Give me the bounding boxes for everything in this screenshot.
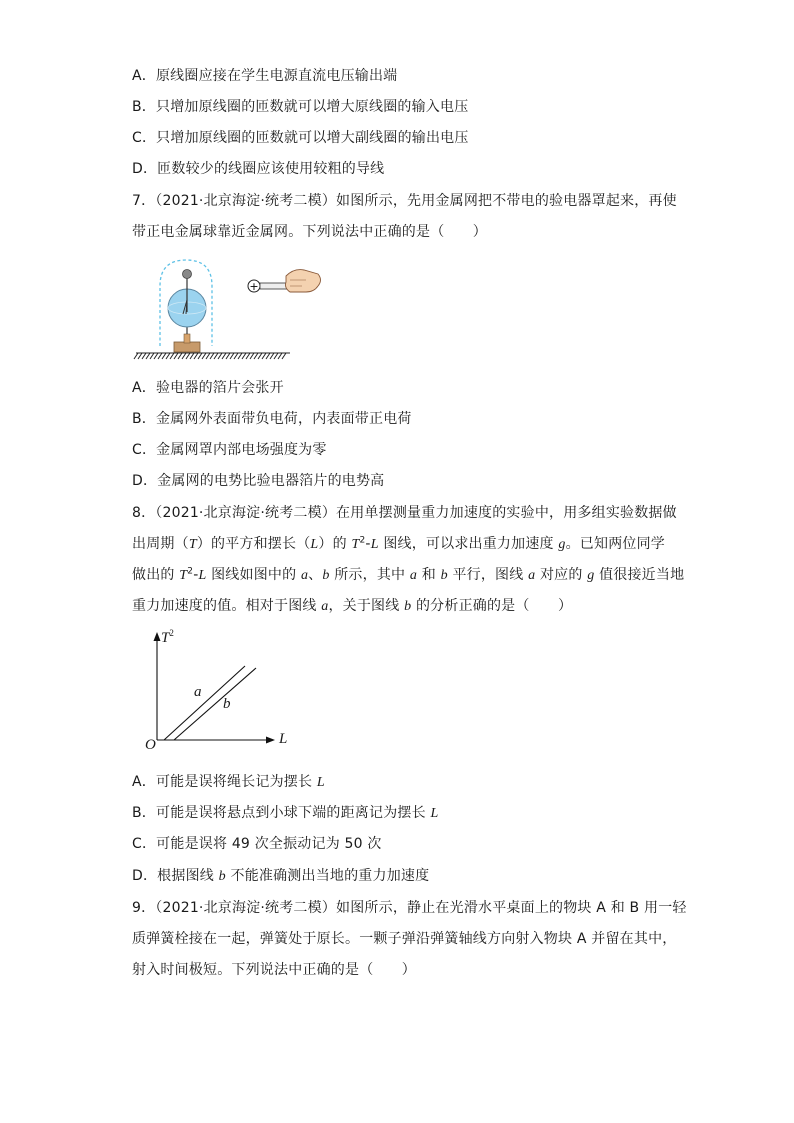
x-axis-arrow [266,737,275,744]
charged-ball-with-hand [248,270,321,293]
electroscope-figure [130,256,330,362]
y-axis-label: $T^2$ [161,628,174,646]
q6-option-d: D．匝数较少的线圈应该使用较粗的导线 [132,161,385,177]
hand-icon [286,270,321,292]
q7-stem-line1: 7．（2021·北京海淀·统考二模）如图所示，先用金属网把不带电的验电器罩起来，再使 [132,193,677,209]
q7-option-c: C．金属网罩内部电场强度为零 [132,442,327,458]
q7-option-a: A．验电器的箔片会张开 [132,380,284,396]
line-b [174,668,256,740]
q7-option-b: B．金属网外表面带负电荷，内表面带正电荷 [132,411,412,427]
q9-stem-line3: 射入时间极短。下列说法中正确的是（ ） [132,962,416,978]
q8-option-d: D．根据图线 b 不能准确测出当地的重力加速度 [132,868,430,884]
q8-stem-line1: 8．（2021·北京海淀·统考二模）在用单摆测量重力加速度的实验中，用多组实验数据做 [132,505,677,521]
q7-stem-line2: 带正电金属球靠近金属网。下列说法中正确的是（ ） [132,224,487,240]
y-axis-arrow [154,632,161,641]
q8-option-b: B．可能是误将悬点到小球下端的距离记为摆长 L [132,805,439,821]
q8-stem-line3: 做出的 $T^2-L$ 图线如图中的 a、b 所示，其中 a 和 b 平行，图线 a 对应的 g 值很接近当地 [132,566,685,583]
ground-hatch [134,353,290,359]
electroscope-ball [183,270,192,279]
q8-option-c: C．可能是误将 49 次全振动记为 50 次 [132,836,382,852]
q8-stem-line2: 出周期（T）的平方和摆长（L）的 $T^2-L$ 图线，可以求出重力加速度 g。已知两位同学 [132,535,665,552]
line-a [164,666,245,740]
line-b-label: b [223,696,231,712]
q8-option-a: A．可能是误将绳长记为摆长 L [132,774,325,790]
q6-option-a: A．原线圈应接在学生电源直流电压输出端 [132,68,398,84]
q9-stem-line2: 质弹簧栓接在一起，弹簧处于原长。一颗子弹沿弹簧轴线方向射入物块 A 并留在其中， [132,931,677,947]
q9-stem-line1: 9．（2021·北京海淀·统考二模）如图所示，静止在光滑水平桌面上的物块 A 和 B 用一轻 [132,900,687,916]
x-axis-label: L [279,731,288,747]
line-a-label: a [194,684,202,700]
q7-option-d: D．金属网的电势比验电器箔片的电势高 [132,473,385,489]
q6-option-b: B．只增加原线圈的匝数就可以增大原线圈的输入电压 [132,99,469,115]
electroscope-base [174,342,200,352]
origin-label: O [145,737,156,753]
t2-l-graph [140,630,300,755]
q6-option-c: C．只增加原线圈的匝数就可以增大副线圈的输出电压 [132,130,469,146]
q8-stem-line4: 重力加速度的值。相对于图线 a，关于图线 b 的分析正确的是（ ） [132,598,573,614]
positive-charge-sign: + [249,280,259,293]
